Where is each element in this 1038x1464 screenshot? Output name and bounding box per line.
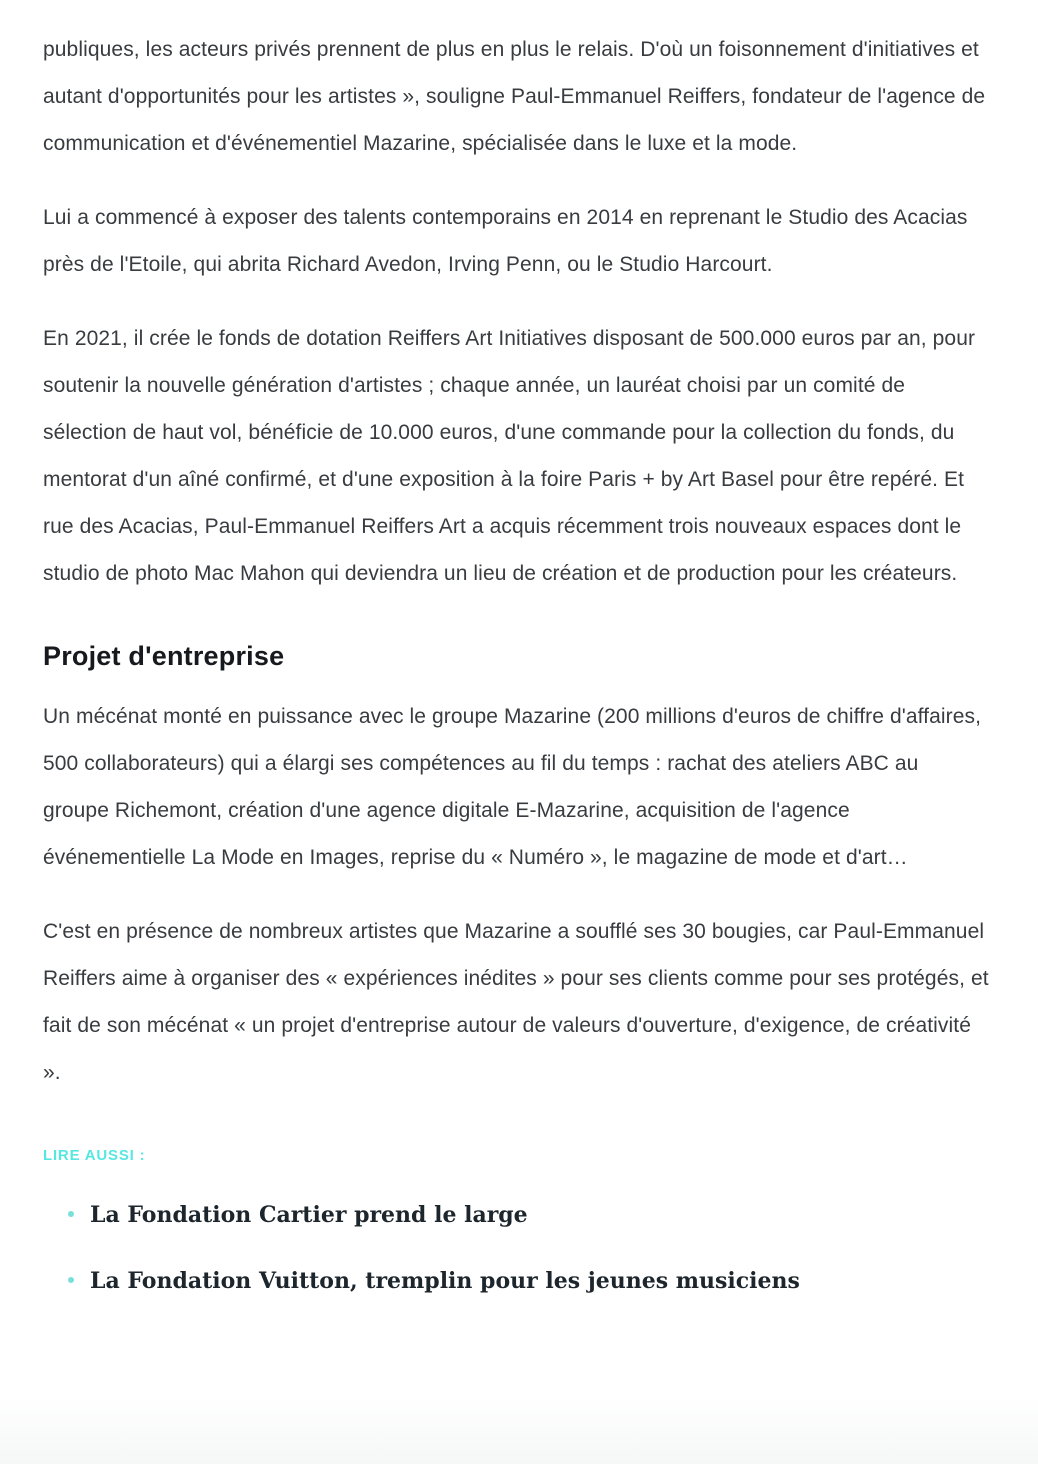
list-bullet-icon <box>68 1277 74 1283</box>
list-item <box>43 1266 990 1296</box>
article-paragraph: publiques, les acteurs privés prennent de plus en plus le relais. D'où un foisonnement d'initiatives et autant d'opportunités pour les artistes », souligne Paul-Emmanuel Reiffers, fondateur de l'agence de communication et d'événementiel Mazarine, spécialisée dans le luxe et la mode. <box>43 38 986 155</box>
article-paragraph: En 2021, il crée le fonds de dotation Reiffers Art Initiatives disposant de 500.000 euros par an, pour soutenir la nouvelle génération d'artistes ; chaque année, un lauréat choisi par un comité de sélection de haut vol, bénéficie de 10.000 euros, d'une commande pour la collection du fonds, du mentorat d'un aîné confirmé, et d'une exposition à la foire Paris + by Art Basel pour être repéré. Et rue des Acacias, Paul-Emmanuel Reiffers Art a acquis récemment trois nouveaux espaces dont le studio de photo Mac Mahon qui deviendra un lieu de création et de production pour les créateurs. <box>43 327 976 585</box>
article-paragraph: Lui a commencé à exposer des talents contemporains en 2014 en reprenant le Studio des Acacias près de l'Etoile, qui abrita Richard Avedon, Irving Penn, ou le Studio Harcourt. <box>43 206 968 276</box>
related-article-link-cartier[interactable]: La Fondation Cartier prend le large <box>90 1202 528 1228</box>
read-also-label: LIRE AUSSI : <box>43 1147 146 1164</box>
list-item <box>43 1200 990 1230</box>
bottom-fade-gradient <box>0 1396 1038 1464</box>
article-paragraph: Un mécénat monté en puissance avec le groupe Mazarine (200 millions d'euros de chiffre d'affaires, 500 collaborateurs) qui a élargi ses compétences au fil du temps : rachat des ateliers ABC au groupe Richemont, création d'une agence digitale E-Mazarine, acquisition de l'agence événementielle La Mode en Images, reprise du « Numéro », le magazine de mode et d'art… <box>43 705 982 869</box>
read-also-list <box>43 1200 990 1296</box>
section-heading: Projet d'entreprise <box>43 641 285 671</box>
list-bullet-icon <box>68 1211 74 1217</box>
related-article-link-vuitton[interactable]: La Fondation Vuitton, tremplin pour les jeunes musiciens <box>90 1268 800 1294</box>
article-paragraph: C'est en présence de nombreux artistes que Mazarine a soufflé ses 30 bougies, car Paul-Emmanuel Reiffers aime à organiser des « expériences inédites » pour ses clients comme pour ses protégés, et fait de son mécénat « un projet d'entreprise autour de valeurs d'ouverture, d'exigence, de créativité ». <box>43 920 989 1084</box>
